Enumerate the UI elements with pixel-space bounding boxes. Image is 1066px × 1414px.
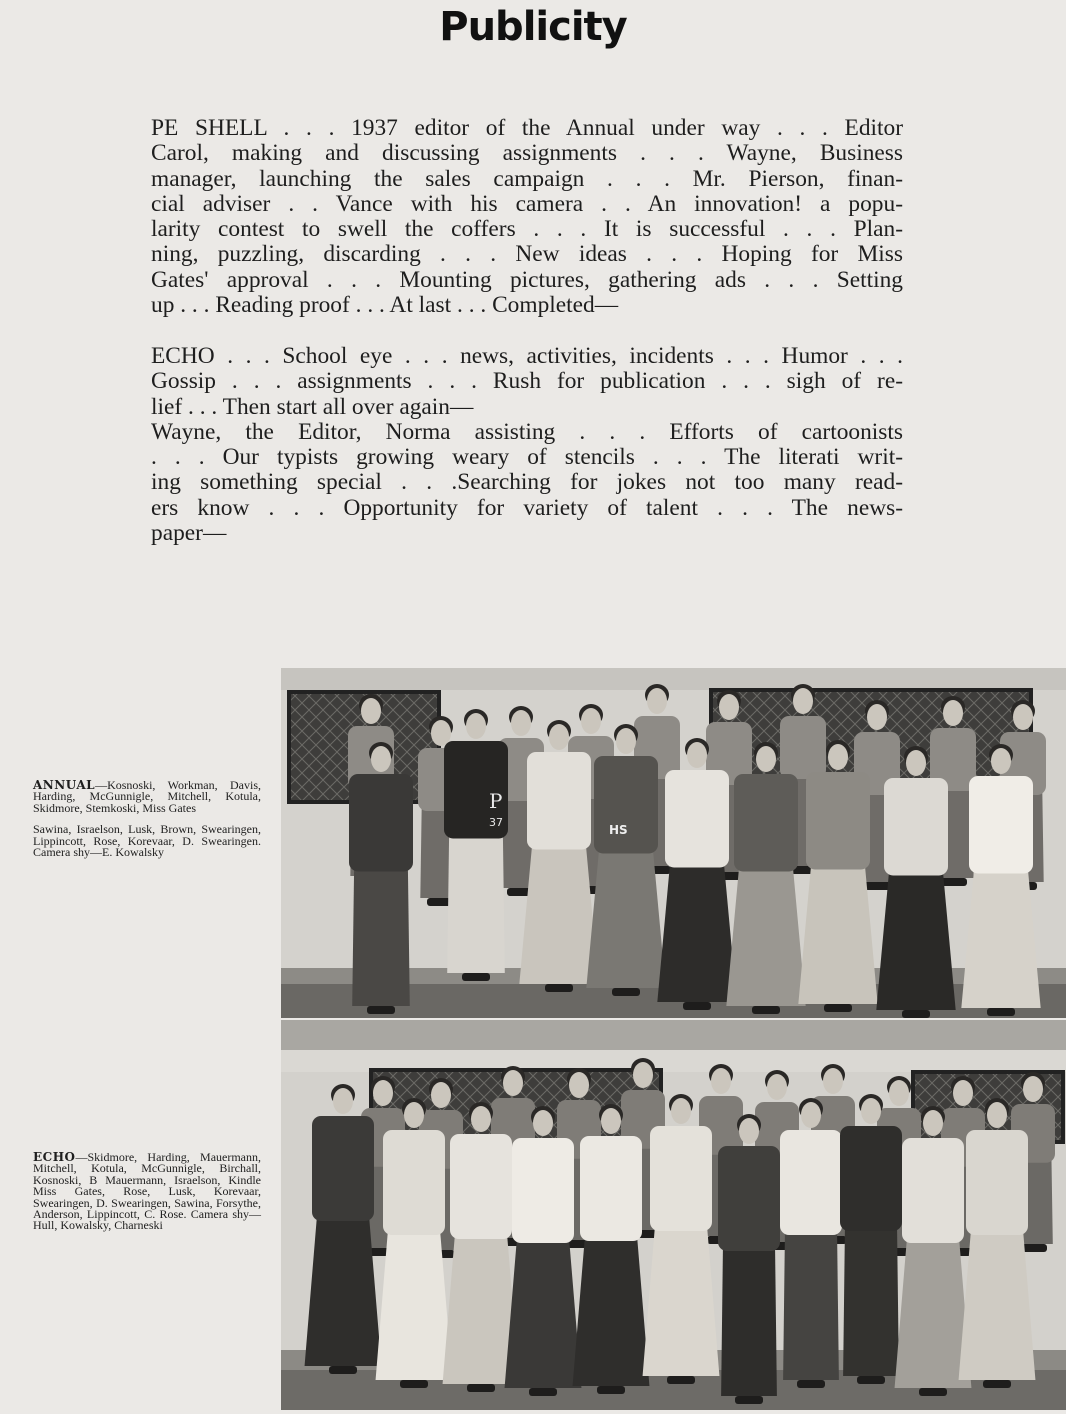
- person-figure: [798, 740, 877, 1012]
- person-figure: [961, 744, 1040, 1016]
- person-figure: [305, 1084, 382, 1374]
- annual-paragraph: [151, 116, 903, 318]
- paragraph-line: ing something special . . .Searching for jokes not too many read-: [151, 469, 903, 496]
- echo-group-photo: [281, 1020, 1066, 1410]
- paragraph-line: PE SHELL . . . 1937 editor of the Annual under way . . . Editor: [151, 115, 903, 141]
- echo-photo-illustration: [281, 1020, 1066, 1410]
- annual-group-photo: [281, 668, 1066, 1018]
- annual-caption-label: ANNUAL: [33, 778, 96, 792]
- paragraph-line: Gossip . . . assignments . . . Rush for publication . . . sigh of re-: [151, 368, 903, 395]
- paragraph-line: manager, launching the sales campaign . . . Mr. Pierson, finan-: [151, 165, 903, 192]
- paragraph-line: larity contest to swell the coffers . . . It is successful . . . Plan-: [151, 216, 903, 243]
- echo-caption: [33, 1152, 261, 1242]
- person-figure: [876, 746, 955, 1018]
- page-title: Publicity: [439, 4, 627, 50]
- person-figure: [573, 1104, 650, 1394]
- person-figure: [519, 720, 598, 992]
- paragraph-line: Carol, making and discussing assignments . . . Wayne, Business: [151, 140, 903, 167]
- person-figure: [895, 1106, 972, 1396]
- paragraph-line: ECHO . . . School eye . . . news, activities, incidents . . . Humor . . .: [151, 343, 903, 369]
- person-figure: [726, 742, 805, 1014]
- person-figure: [718, 1114, 780, 1404]
- sweater-year: 37: [489, 816, 503, 829]
- paragraph-line: up . . . Reading proof . . . At last . . . Completed—: [151, 292, 619, 319]
- echo-caption-names: —Skidmore, Harding, Mauermann, Mitchell, Kotula, McGunnigle, Birchall, Kosnoski, B Mauermann, Israelson, Kindle Miss Gates, Rose, Lusk, Korevaar, Swearingen, D. Swearingen, Sawina, Forsythe, Anderson, Lippincott, C. Rose. Camera shy—Hull, Kowalsky, Charneski: [33, 1150, 261, 1233]
- echo-caption-label: ECHO: [33, 1150, 76, 1164]
- person-figure: [959, 1098, 1036, 1388]
- person-figure: [840, 1094, 902, 1384]
- person-figure: [505, 1106, 582, 1396]
- sweater-letter: P: [489, 789, 503, 813]
- paragraph-line: Gates' approval . . . Mounting pictures, gathering ads . . . Setting: [151, 266, 903, 293]
- echo-paragraph: [151, 344, 903, 546]
- person-figure: [444, 709, 508, 981]
- paragraph-line: ning, puzzling, discarding . . . New ideas . . . Hoping for Miss: [151, 241, 903, 268]
- person-figure: [586, 724, 665, 996]
- annual-caption-names: —Kosnoski, Workman, Davis, Harding, McGunnigle, Mitchell, Kotula, Skidmore, Stemkoski, Miss Gates: [33, 778, 261, 815]
- annual-caption-line-1: [33, 780, 261, 814]
- paragraph-line: Wayne, the Editor, Norma assisting . . . Efforts of cartoonists: [151, 418, 903, 445]
- paragraph-line: . . . Our typists growing weary of stencils . . . The literati writ-: [151, 444, 903, 471]
- paragraph-line: lief . . . Then start all over again—: [151, 393, 474, 420]
- person-figure: [657, 738, 736, 1010]
- echo-caption-line: [33, 1152, 261, 1232]
- person-figure: [780, 1098, 842, 1388]
- person-figure: [643, 1094, 720, 1384]
- shirt-letters: HS: [609, 823, 628, 837]
- paragraph-line: cial adviser . . Vance with his camera . . An innovation! a popu-: [151, 190, 903, 217]
- annual-caption-line-2: Sawina, Israelson, Lusk, Brown, Swearingen, Lippincott, Rose, Korevaar, D. Swearingen. Camera shy—E. Kowalsky: [33, 822, 261, 860]
- annual-photo-illustration: [281, 668, 1066, 1018]
- annual-caption: [33, 780, 261, 868]
- paragraph-line: paper—: [151, 520, 227, 547]
- person-figure: [349, 742, 413, 1014]
- person-figure: [376, 1098, 453, 1388]
- paragraph-line: ers know . . . Opportunity for variety of talent . . . The news-: [151, 494, 903, 521]
